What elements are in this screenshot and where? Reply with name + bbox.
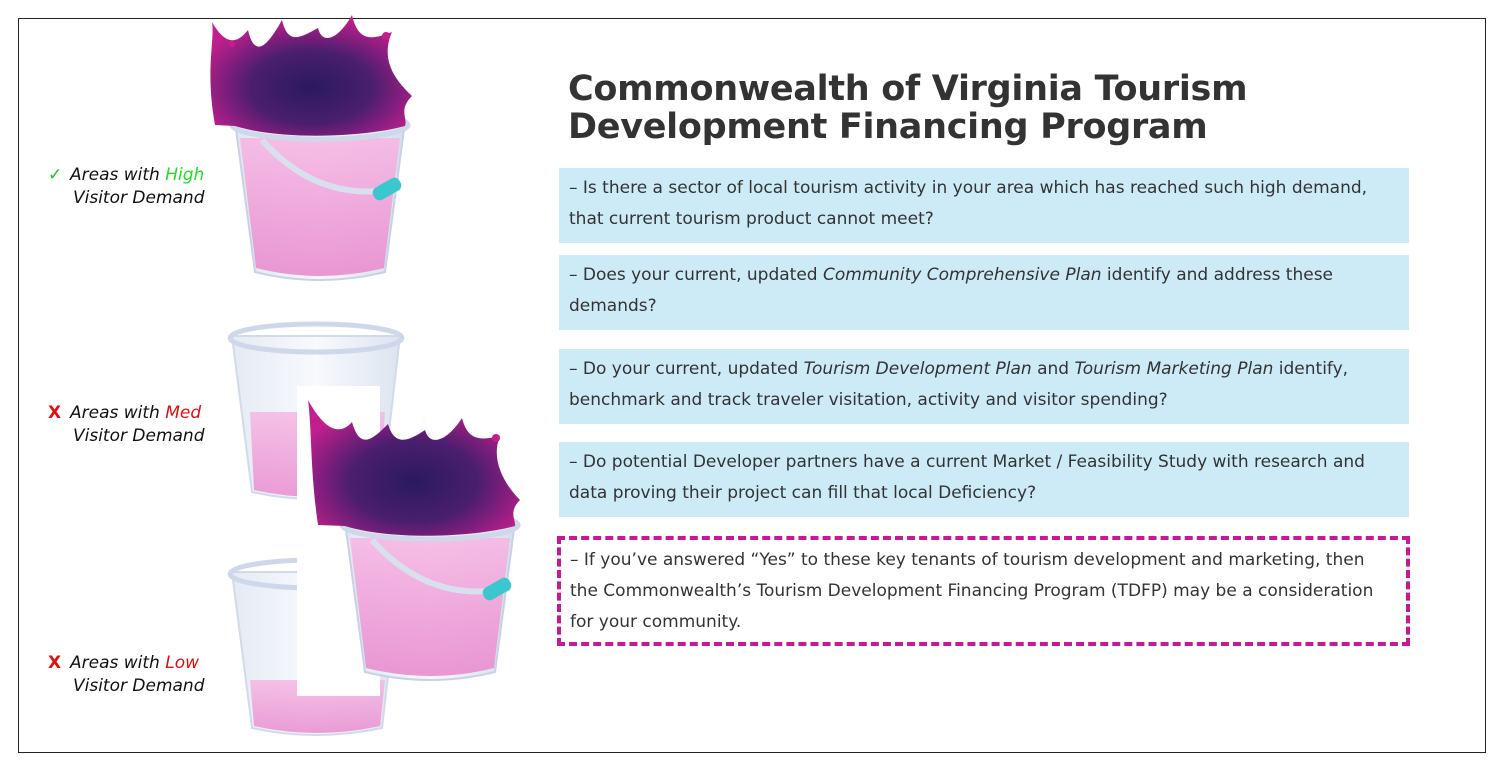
title-line-1: Commonwealth of Virginia Tourism xyxy=(568,69,1248,109)
question-box-1 xyxy=(559,168,1409,243)
title-line-2: Development Financing Program xyxy=(568,107,1208,147)
demand-suffix: Visitor Demand xyxy=(73,676,205,696)
question-text: Does your current, updated xyxy=(582,265,823,285)
question-emphasis: Tourism Marketing Plan xyxy=(1074,359,1274,379)
demand-prefix: Areas with xyxy=(70,653,166,673)
demand-label-low xyxy=(48,652,204,698)
demand-level: Low xyxy=(165,653,200,673)
question-box-2 xyxy=(559,255,1409,330)
dash: – xyxy=(569,452,583,472)
question-text: Is there a sector of local tourism activity in your area which has reached such high demand, that current tourism product cannot meet? xyxy=(569,178,1368,229)
x-icon: X xyxy=(48,403,62,423)
question-emphasis: Community Comprehensive Plan xyxy=(822,265,1102,285)
conclusion-text: – If you’ve answered “Yes” to these key tenants of tourism development and marketing, then the Commonwealth’s Tourism Development Financing Program (TDFP) may be a consideration for your community. xyxy=(570,550,1374,632)
question-text: and xyxy=(1031,359,1075,379)
demand-label-med xyxy=(48,402,204,448)
dash: – xyxy=(569,265,583,285)
demand-level: Med xyxy=(165,403,202,423)
demand-suffix: Visitor Demand xyxy=(73,188,205,208)
dash: – xyxy=(569,359,583,379)
demand-label-high xyxy=(48,164,204,210)
conclusion-box xyxy=(557,536,1410,646)
bucket-high-icon xyxy=(210,15,412,280)
demand-level: High xyxy=(165,165,205,185)
page-title xyxy=(568,70,1368,146)
check-icon: ✓ xyxy=(48,165,63,185)
question-text: Do potential Developer partners have a current Market / Feasibility Study with research and data proving their project can fill that local Deficiency? xyxy=(569,452,1365,503)
question-box-4 xyxy=(559,442,1409,517)
demand-prefix: Areas with xyxy=(70,165,166,185)
question-text: identify and address these demands? xyxy=(569,265,1334,316)
demand-prefix: Areas with xyxy=(70,403,166,423)
question-text: Do your current, updated xyxy=(582,359,804,379)
x-icon: X xyxy=(48,653,62,673)
demand-suffix: Visitor Demand xyxy=(73,426,205,446)
question-box-3 xyxy=(559,349,1409,424)
question-emphasis: Tourism Development Plan xyxy=(803,359,1032,379)
dash: – xyxy=(569,178,583,198)
question-text: identify, benchmark and track traveler visitation, activity and visitor spending? xyxy=(569,359,1349,410)
